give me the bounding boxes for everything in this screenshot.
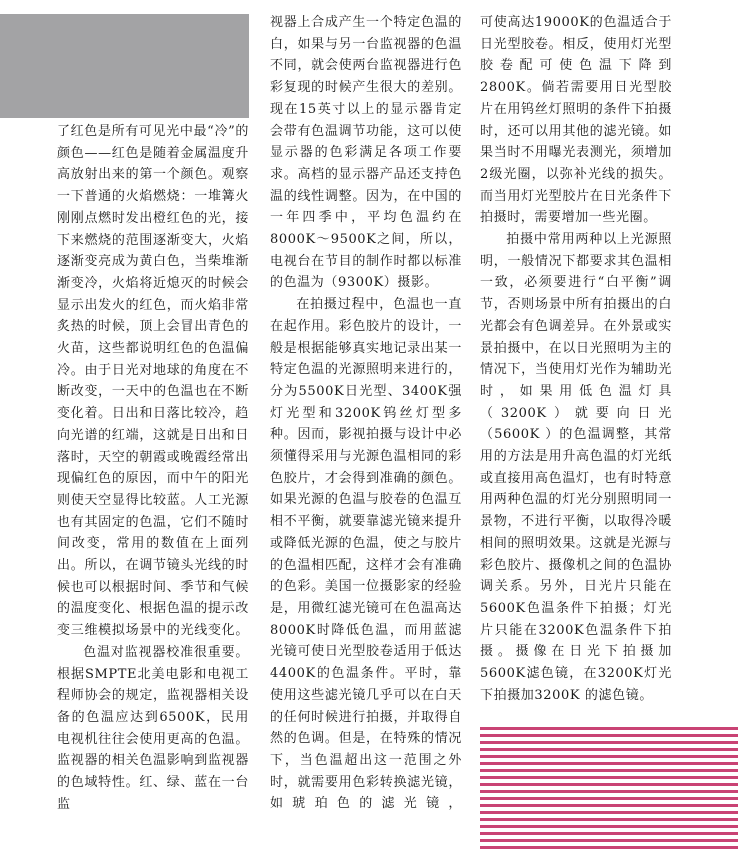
paragraph: 可使高达19000K的色温适合于日光型胶卷。相反，使用灯光型胶卷配可使色温下降到2800K。倘若需要用日光型胶片在用钨丝灯照明的条件下拍摄时，还可以用其他的滤光镜。如果当时不用曝光表测光，须增加2级光圈，以弥补光线的损失。而当用灯光型胶片在日光条件下拍摄时，需要增加一些光圈。 <box>480 15 672 226</box>
paragraph-text: 在拍摄过程中，色温也一直在起作用。彩色胶片的设计，一般是根据能够真实地记录出某一特定色温的光源照明来进行的，分为5500K日光型、3400K强灯光型和3200K钨丝灯型多种。因而，影视拍摄与设计中必须懂得采用与光源色温相同的彩色胶片，才会得到准确的颜色。如果光源的色温与胶卷的色温互相不平衡，就要靠滤光镜来提升或降低光源的色温，使之与胶片的色温相匹配，这样才会有准确的色彩。美国一位摄影家的经验是，用微红滤光镜可在色温高达8000K时降低色温，而用蓝滤光镜可使日光型胶卷适用于低达4400K的色温条件。平时，靠使用这些滤光镜几乎可以在白天的任何时候进行拍摄，并取得自然的色调。但是，在特殊的情况下，当色温超出这一范围之外时，就需要用色彩转换滤光镜，如琥珀色的滤光镜， <box>270 297 462 812</box>
text-column-1 <box>57 121 249 816</box>
text-column-3 <box>480 12 672 707</box>
decorative-stripes <box>480 727 738 853</box>
paragraph: 视器上合成产生一个特定色温的白，如果与另一台监视器的色温不同，就会使两台监视器进行色彩复现的时候产生很大的差别。现在15英寸以上的显示器肯定会带有色温调节功能，这可以使显示器的色彩满足各项工作要求。高档的显示器产品还支持色温的线性调整。因为，在中国的一年四季中，平均色温约在8000K～9500K之间，所以，电视台在节目的制作时都以标准的色温为（9300K）摄影。 <box>270 15 462 291</box>
gray-image-block <box>0 14 249 118</box>
paragraph: 了红色是所有可见光中最“冷”的颜色——红色是随着金属温度升高放射出来的第一个颜色。观察一下普通的火焰燃烧：一堆篝火刚刚点燃时发出橙红色的光，接下来燃烧的范围逐渐变大，火焰逐渐变亮成为黄白色，当柴堆渐渐变冷，火焰将近熄灭的时候会显示出发火的红色，而火焰非常炙热的时候，顶上会冒出青色的火苗，这些都说明红色的色温偏冷。由于日光对地球的角度在不断改变，一天中的色温也在不断变化着。日出和日落比较冷，趋向光谱的红端，这就是日出和日落时，天空的朝霞或晚霞经常出现偏红色的原因，而中午的阳光则使天空显得比较蓝。人工光源也有其固定的色温，它们不随时间改变，常用的数值在上面列出。所以，在调节镜头光线的时候也可以根据时间、季节和气候的温度变化、根据色温的提示改变三维模拟场景中的光线变化。 <box>57 124 249 639</box>
paragraph <box>270 294 462 815</box>
paragraph <box>57 642 249 816</box>
text-column-2 <box>270 12 462 815</box>
paragraph-text: 色温对监视器校准很重要。根据SMPTE北美电影和电视工程师协会的规定，监视器相关设备的色温应达到6500K，民用电视机往往会使用更高的色温。监视器的相关色温影响到监视器的色域特性。红、绿、蓝在一台监 <box>57 644 249 812</box>
paragraph <box>480 229 672 706</box>
paragraph-text: 拍摄中常用两种以上光源照明，一般情况下都要求其色温相一致，必须要进行“白平衡”调节，否则场景中所有拍摄出的白光都会有色调差异。在外景或实景拍摄中，在以日光照明为主的情况下，当使用灯光作为辅助光时，如果用低色温灯具（3200K）就要向日光（5600K ）的色温调整，其常用的方法是用升高色温的灯光纸或直接用高色温灯，也有时特意用两种色温的灯光分别照明同一景物，不进行平衡，以取得冷暖相间的照明效果。这就是光源与彩色胶片、摄像机之间的色温协调关系。另外，日光片只能在5600K色温条件下拍摄；灯光片只能在3200K色温条件下拍摄。摄像在日光下拍摄加5600K滤色镜，在3200K灯光下拍摄加3200K 的滤色镜。 <box>480 232 672 703</box>
